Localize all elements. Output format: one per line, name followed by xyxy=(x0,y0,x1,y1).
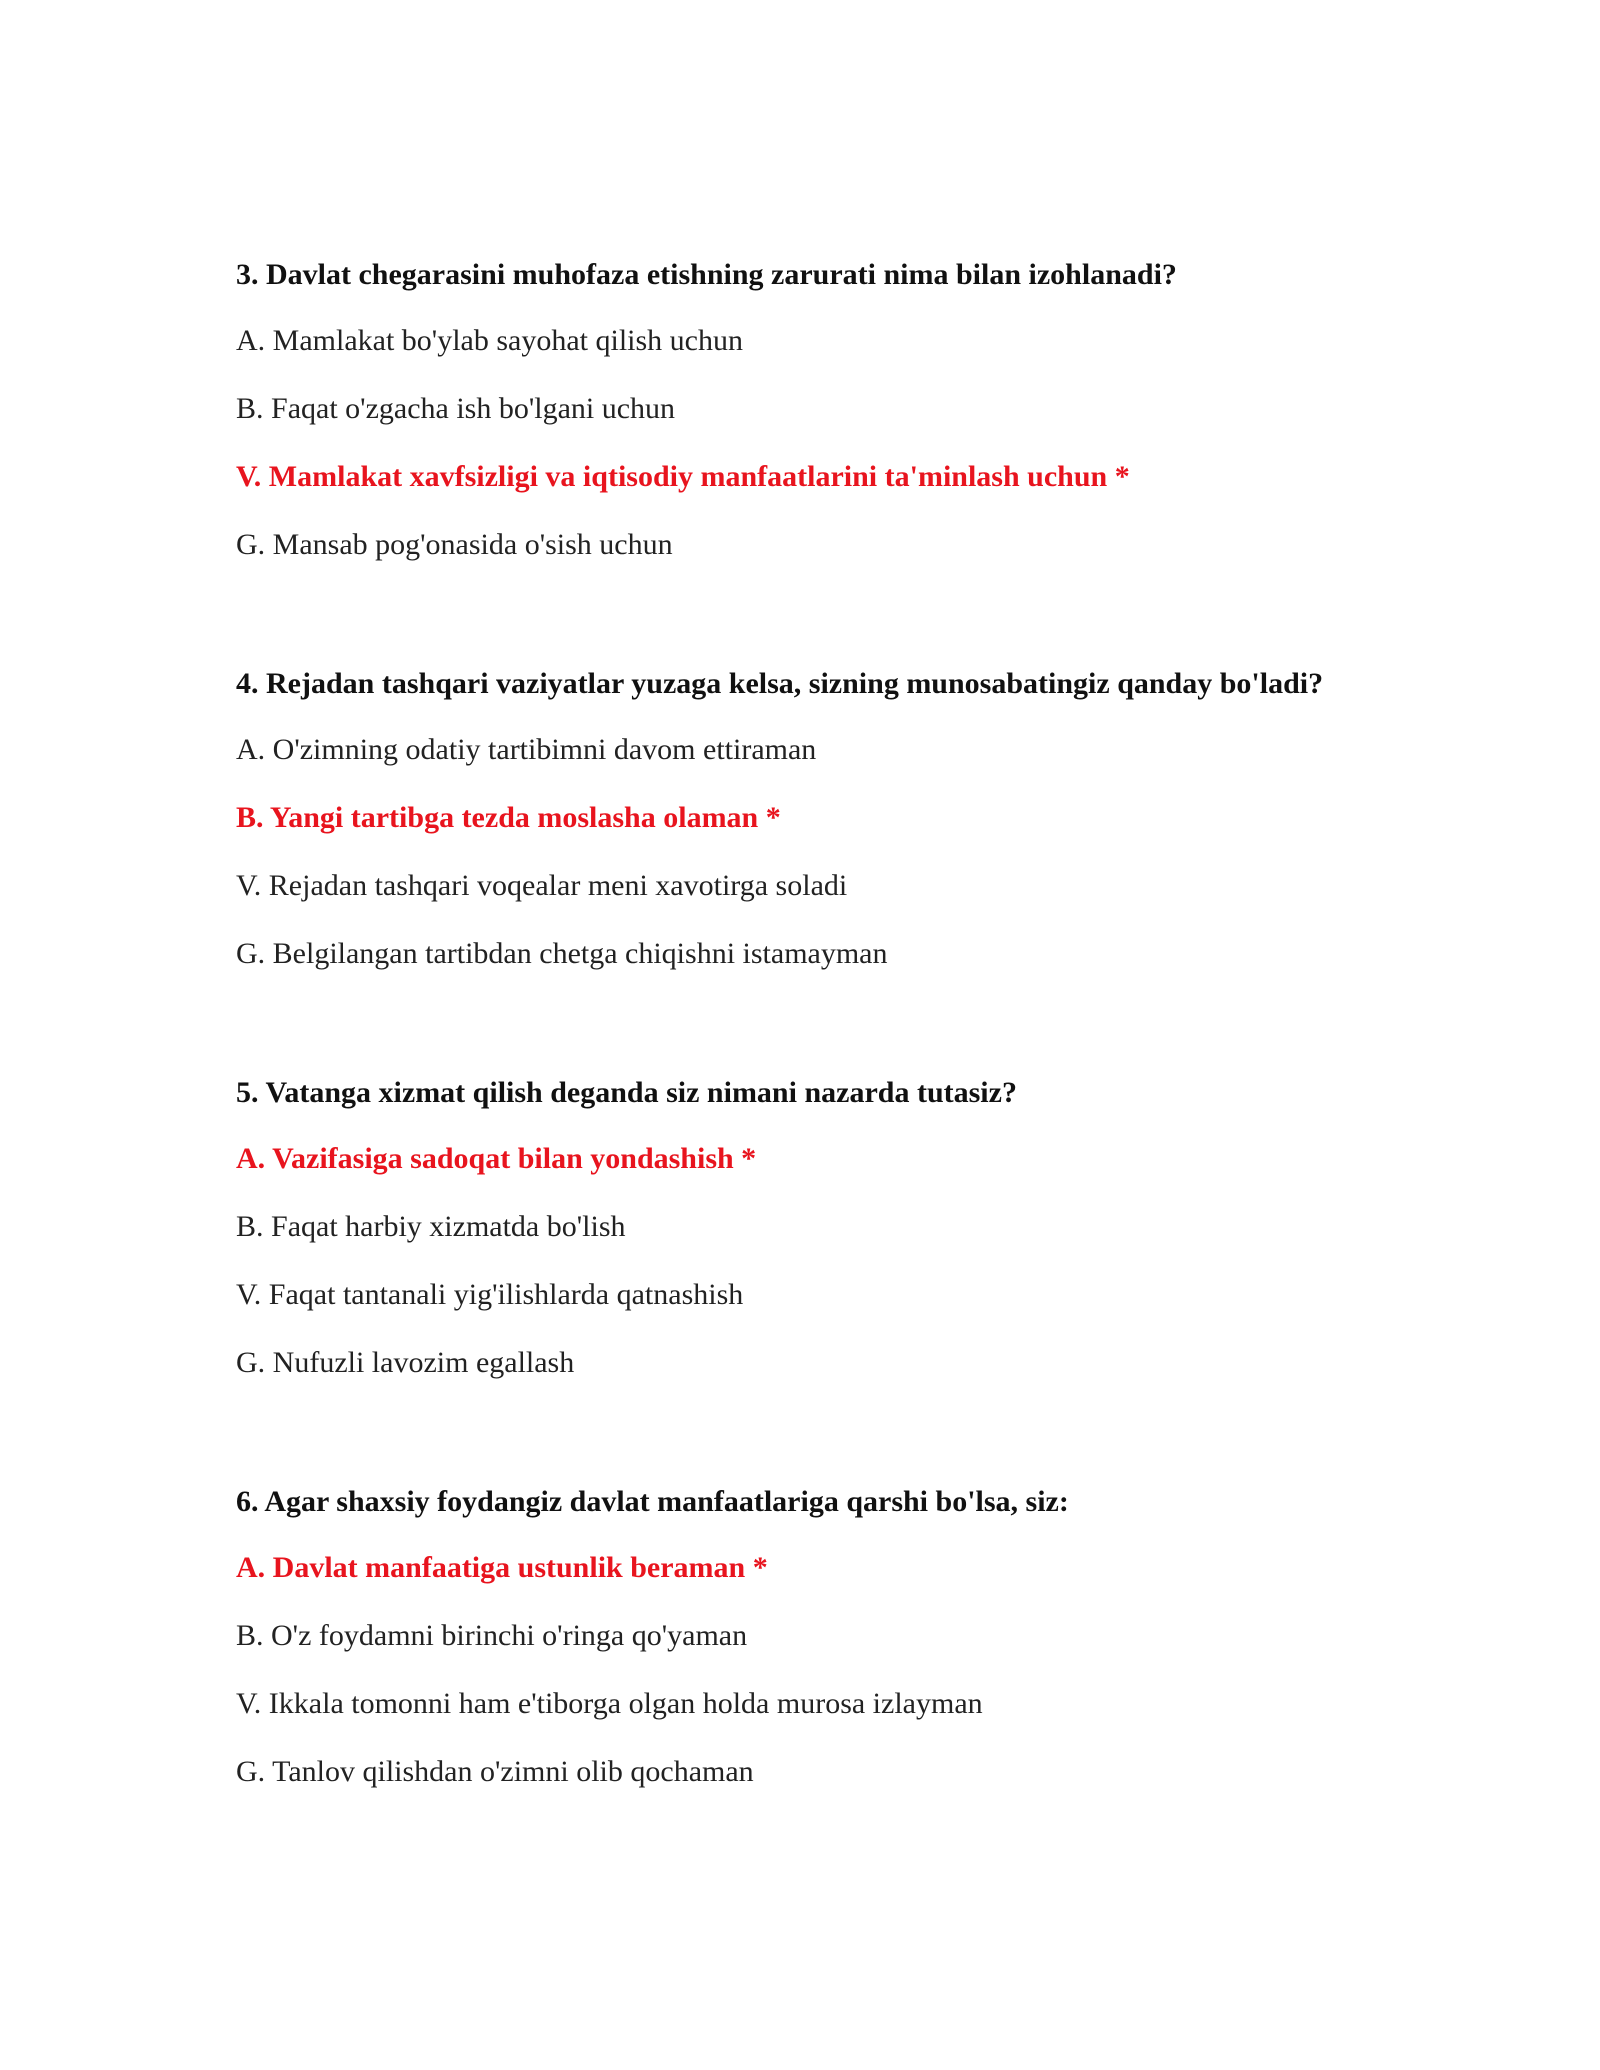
answer-option-a-correct: A. Vazifasiga sadoqat bilan yondashish * xyxy=(236,1142,757,1175)
answer-option-b-correct: B. Yangi tartibga tezda moslasha olaman * xyxy=(236,801,781,834)
question-text: 4. Rejadan tashqari vaziyatlar yuzaga kelsa, sizning munosabatingiz qanday bo'ladi? xyxy=(236,667,1324,700)
answer-option-g: G. Tanlov qilishdan o'zimni olib qochaman xyxy=(236,1755,754,1788)
answer-option-a: A. O'zimning odatiy tartibimni davom ettiraman xyxy=(236,733,817,766)
document-page xyxy=(236,254,1346,1819)
question-block-4 xyxy=(236,663,1346,974)
answer-option-g: G. Mansab pog'onasida o'sish uchun xyxy=(236,528,673,561)
question-text: 5. Vatanga xizmat qilish deganda siz nimani nazarda tutasiz? xyxy=(236,1076,1017,1109)
answer-option-b: B. Faqat o'zgacha ish bo'lgani uchun xyxy=(236,392,676,425)
answer-option-g: G. Belgilangan tartibdan chetga chiqishni istamayman xyxy=(236,937,888,970)
answer-option-g: G. Nufuzli lavozim egallash xyxy=(236,1346,575,1379)
question-text: 3. Davlat chegarasini muhofaza etishning zarurati nima bilan izohlanadi? xyxy=(236,258,1177,291)
answer-option-v: V. Rejadan tashqari voqealar meni xavotirga soladi xyxy=(236,869,848,902)
answer-option-v: V. Ikkala tomonni ham e'tiborga olgan holda murosa izlayman xyxy=(236,1687,983,1720)
question-text: 6. Agar shaxsiy foydangiz davlat manfaatlariga qarshi bo'lsa, siz: xyxy=(236,1485,1069,1518)
answer-option-v-correct: V. Mamlakat xavfsizligi va iqtisodiy manfaatlarini ta'minlash uchun * xyxy=(236,460,1130,493)
answer-option-v: V. Faqat tantanali yig'ilishlarda qatnashish xyxy=(236,1278,744,1311)
question-block-5 xyxy=(236,1072,1346,1383)
answer-option-b: B. Faqat harbiy xizmatda bo'lish xyxy=(236,1210,626,1243)
question-block-6 xyxy=(236,1481,1346,1792)
answer-option-a: A. Mamlakat bo'ylab sayohat qilish uchun xyxy=(236,324,743,357)
question-block-3 xyxy=(236,254,1346,565)
answer-option-a-correct: A. Davlat manfaatiga ustunlik beraman * xyxy=(236,1551,768,1584)
answer-option-b: B. O'z foydamni birinchi o'ringa qo'yaman xyxy=(236,1619,748,1652)
